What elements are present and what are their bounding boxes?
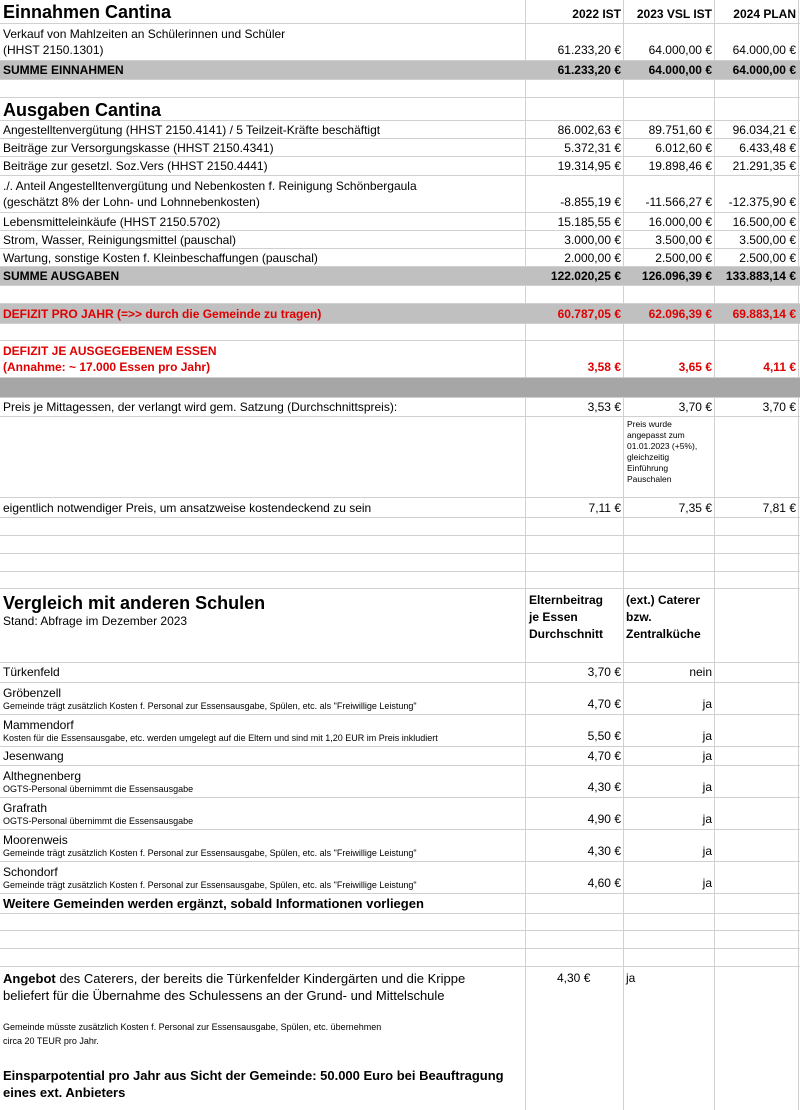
school-row bbox=[0, 715, 800, 747]
needed-2024: 7,81 € bbox=[762, 500, 796, 515]
empty-row bbox=[0, 949, 800, 967]
more-schools-row bbox=[0, 894, 800, 914]
offer-note1: Gemeinde müsste zusätzlich Kosten f. Personal zur Essensausgabe, Spülen, etc. übernehmen bbox=[3, 1022, 382, 1032]
income-row-label-line2: (HHST 2150.1301) bbox=[3, 43, 104, 57]
expense-2024: 21.291,35 € bbox=[732, 159, 796, 173]
school-row bbox=[0, 830, 800, 862]
compare-title: Vergleich mit anderen Schulen bbox=[3, 593, 266, 613]
expense-2023: 6.012,60 € bbox=[655, 140, 712, 155]
expense-2022: 15.185,55 € bbox=[557, 214, 621, 229]
expense-2024: 3.500,00 € bbox=[739, 232, 796, 247]
school-name: Gröbenzell bbox=[3, 686, 62, 700]
school-row bbox=[0, 683, 800, 715]
expense-row bbox=[0, 213, 800, 231]
needed-price-row bbox=[0, 498, 800, 518]
school-price: 4,30 € bbox=[587, 844, 621, 858]
per-meal-2022: 3,58 € bbox=[587, 360, 621, 374]
school-price: 3,70 € bbox=[587, 665, 621, 679]
school-name: Türkenfeld bbox=[3, 665, 60, 679]
empty-row bbox=[0, 536, 800, 554]
expense-row bbox=[0, 157, 800, 176]
expense-2022: 3.000,00 € bbox=[564, 232, 621, 247]
needed-2022: 7,11 € bbox=[588, 500, 621, 515]
sum-expenses-label: SUMME AUSGABEN bbox=[3, 269, 120, 283]
school-caterer: ja bbox=[702, 876, 712, 890]
empty-row bbox=[0, 931, 800, 949]
sum-expenses-2023: 126.096,39 € bbox=[641, 269, 712, 283]
school-name: Jesenwang bbox=[3, 749, 64, 763]
school-caterer: ja bbox=[702, 729, 712, 743]
more-schools-note: Weitere Gemeinden werden ergänzt, sobald Informationen vorliegen bbox=[3, 895, 424, 911]
expense-2024: 16.500,00 € bbox=[732, 214, 796, 229]
school-caterer: ja bbox=[702, 749, 712, 763]
school-cell bbox=[3, 766, 523, 797]
school-caterer: ja bbox=[702, 697, 712, 711]
anteil-2022: -8.855,19 € bbox=[560, 195, 621, 209]
col-header-2023: 2023 VSL IST bbox=[636, 7, 712, 21]
empty-row bbox=[0, 554, 800, 572]
school-caterer: ja bbox=[702, 844, 712, 858]
empty-row bbox=[0, 572, 800, 589]
school-price: 4,70 € bbox=[587, 749, 621, 763]
sum-expenses-2024: 133.883,14 € bbox=[725, 269, 796, 283]
sum-expenses-2022: 122.020,25 € bbox=[550, 269, 621, 283]
school-row bbox=[0, 663, 800, 683]
needed-label: eigentlich notwendiger Preis, um ansatzweise kostendeckend zu sein bbox=[3, 500, 372, 515]
income-2023: 64.000,00 € bbox=[648, 43, 712, 57]
expense-row bbox=[0, 121, 800, 139]
income-row bbox=[0, 24, 800, 61]
sum-income-row bbox=[0, 61, 800, 80]
school-row bbox=[0, 862, 800, 894]
school-price: 4,70 € bbox=[587, 697, 621, 711]
expense-2024: 6.433,48 € bbox=[739, 140, 796, 155]
income-row-label-line1: Verkauf von Mahlzeiten an Schülerinnen und Schüler bbox=[3, 27, 286, 41]
per-meal-label-line1: DEFIZIT JE AUSGEGEBENEM ESSEN bbox=[3, 344, 217, 358]
compare-subtitle: Stand: Abfrage im Dezember 2023 bbox=[3, 614, 188, 628]
price-row bbox=[0, 398, 800, 417]
compare-col-caterer: (ext.) Caterer bzw. Zentralküche bbox=[626, 593, 701, 641]
expense-label: Beiträge zur Versorgungskasse (HHST 2150.4341) bbox=[3, 140, 274, 155]
school-name: Althegnenberg bbox=[3, 769, 82, 783]
empty-row bbox=[0, 286, 800, 304]
header-row bbox=[0, 0, 800, 24]
anteil-2024: -12.375,90 € bbox=[728, 195, 796, 209]
col-header-2024: 2024 PLAN bbox=[733, 7, 796, 21]
anteil-2023: -11.566,27 € bbox=[645, 195, 712, 209]
anteil-label bbox=[3, 176, 523, 212]
deficit-2024: 69.883,14 € bbox=[732, 306, 796, 321]
expense-label: Beiträge zur gesetzl. Soz.Vers (HHST 2150.4441) bbox=[3, 159, 268, 173]
price-2022: 3,53 € bbox=[587, 400, 621, 414]
offer-cell bbox=[3, 967, 523, 1110]
anteil-label-line2: (geschätzt 8% der Lohn- und Lohnnebenkosten) bbox=[3, 195, 260, 209]
school-row bbox=[0, 798, 800, 830]
price-note-row bbox=[0, 417, 800, 498]
anteil-label-line1: ./. Anteil Angestelltenvergütung und Nebenkosten f. Reinigung Schönbergaula bbox=[3, 179, 417, 193]
per-meal-row bbox=[0, 341, 800, 378]
expense-2023: 3.500,00 € bbox=[655, 232, 712, 247]
expense-label: Wartung, sonstige Kosten f. Kleinbeschaffungen (pauschal) bbox=[3, 250, 318, 265]
deficit-row bbox=[0, 304, 800, 324]
school-cell bbox=[3, 683, 523, 714]
school-row bbox=[0, 766, 800, 798]
empty-row bbox=[0, 324, 800, 341]
per-meal-label-line2: (Annahme: ~ 17.000 Essen pro Jahr) bbox=[3, 360, 211, 374]
school-caterer: ja bbox=[702, 812, 712, 826]
sum-income-2023: 64.000,00 € bbox=[648, 63, 712, 77]
expense-label: Lebensmitteleinkäufe (HHST 2150.5702) bbox=[3, 214, 221, 229]
expense-row bbox=[0, 231, 800, 249]
expense-2024: 96.034,21 € bbox=[732, 122, 796, 137]
sum-income-label: SUMME EINNAHMEN bbox=[3, 63, 124, 77]
offer-savings: Einsparpotential pro Jahr aus Sicht der Gemeinde: 50.000 Euro bei Beauftragung eines ext. Anbieters bbox=[3, 1068, 504, 1100]
col-header-2022: 2022 IST bbox=[572, 7, 621, 21]
school-price: 5,50 € bbox=[587, 729, 621, 743]
school-note: Gemeinde trägt zusätzlich Kosten f. Personal zur Essensausgabe, Spülen, etc. als "Freiwillige Leistung" bbox=[3, 880, 417, 890]
expense-2023: 89.751,60 € bbox=[648, 122, 712, 137]
price-2024: 3,70 € bbox=[762, 400, 796, 414]
expense-row bbox=[0, 139, 800, 157]
income-2022: 61.233,20 € bbox=[557, 43, 621, 57]
school-name: Moorenweis bbox=[3, 833, 68, 847]
expense-label: Angestelltenvergütung (HHST 2150.4141) / 5 Teilzeit-Kräfte beschäftigt bbox=[3, 122, 381, 137]
expense-row-anteil bbox=[0, 176, 800, 213]
school-row bbox=[0, 747, 800, 766]
expense-2022: 5.372,31 € bbox=[564, 140, 621, 155]
empty-row bbox=[0, 80, 800, 98]
school-price: 4,90 € bbox=[587, 812, 621, 826]
expense-2023: 2.500,00 € bbox=[655, 250, 712, 265]
school-price: 4,30 € bbox=[587, 780, 621, 794]
empty-row bbox=[0, 914, 800, 931]
per-meal-2023: 3,65 € bbox=[678, 360, 712, 374]
school-note: Gemeinde trägt zusätzlich Kosten f. Personal zur Essensausgabe, Spülen, etc. als "Freiwillige Leistung" bbox=[3, 848, 417, 858]
price-note: Preis wurde angepasst zum 01.01.2023 (+5%), gleichzeitig Einführung Pauschalen bbox=[627, 419, 698, 484]
offer-note2: circa 20 TEUR pro Jahr. bbox=[3, 1036, 99, 1046]
school-note: OGTS-Personal übernimmt die Essensausgabe bbox=[3, 816, 194, 826]
needed-2023: 7,35 € bbox=[678, 500, 712, 515]
deficit-2023: 62.096,39 € bbox=[648, 306, 712, 321]
sum-expenses-row bbox=[0, 267, 800, 286]
expense-2023: 19.898,46 € bbox=[648, 159, 712, 173]
offer-text bbox=[3, 970, 515, 1004]
separator-bar bbox=[0, 378, 800, 398]
school-cell bbox=[3, 830, 523, 861]
compare-heading bbox=[3, 589, 523, 662]
per-meal-2024: 4,11 € bbox=[763, 360, 796, 374]
income-title: Einnahmen Cantina bbox=[3, 1, 172, 22]
empty-row bbox=[0, 518, 800, 536]
school-note: Gemeinde trägt zusätzlich Kosten f. Personal zur Essensausgabe, Spülen, etc. als "Freiwillige Leistung" bbox=[3, 701, 417, 711]
school-caterer: ja bbox=[702, 780, 712, 794]
expense-label: Strom, Wasser, Reinigungsmittel (pauschal) bbox=[3, 232, 236, 247]
school-price: 4,60 € bbox=[587, 876, 621, 890]
sum-income-2024: 64.000,00 € bbox=[732, 63, 796, 77]
sum-income-2022: 61.233,20 € bbox=[557, 63, 621, 77]
expenses-title-row bbox=[0, 98, 800, 121]
expense-2024: 2.500,00 € bbox=[739, 250, 796, 265]
offer-caterer: ja bbox=[626, 971, 636, 985]
expense-2022: 2.000,00 € bbox=[564, 250, 621, 265]
compare-header-row bbox=[0, 589, 800, 663]
school-caterer: nein bbox=[689, 665, 712, 679]
expense-2023: 16.000,00 € bbox=[648, 214, 712, 229]
school-name: Mammendorf bbox=[3, 718, 74, 732]
school-note: OGTS-Personal übernimmt die Essensausgabe bbox=[3, 784, 194, 794]
expense-2022: 19.314,95 € bbox=[557, 159, 621, 173]
expenses-title: Ausgaben Cantina bbox=[3, 100, 162, 120]
school-name: Grafrath bbox=[3, 801, 48, 815]
compare-col-price: Elternbeitrag je Essen Durchschnitt bbox=[529, 593, 604, 641]
offer-body: des Caterers, der bereits die Türkenfelder Kindergärten und die Krippe beliefert für die Übernahme des Schulessens an der Grund- und Mittelschule bbox=[3, 971, 466, 1003]
deficit-2022: 60.787,05 € bbox=[557, 306, 621, 321]
offer-bold: Angebot bbox=[3, 971, 56, 986]
offer-price: 4,30 € bbox=[557, 971, 591, 985]
expense-2022: 86.002,63 € bbox=[557, 122, 621, 137]
school-name: Schondorf bbox=[3, 865, 58, 879]
school-cell bbox=[3, 715, 523, 746]
expense-row bbox=[0, 249, 800, 267]
price-label: Preis je Mittagessen, der verlangt wird gem. Satzung (Durchschnittspreis): bbox=[3, 400, 398, 414]
school-cell bbox=[3, 798, 523, 829]
income-2024: 64.000,00 € bbox=[732, 43, 796, 57]
school-note: Kosten für die Essensausgabe, etc. werden umgelegt auf die Eltern und sind mit 1,20 EUR im Preis inkludiert bbox=[3, 733, 438, 743]
school-cell bbox=[3, 862, 523, 893]
per-meal-label bbox=[3, 341, 523, 377]
price-2023: 3,70 € bbox=[678, 400, 712, 414]
deficit-label: DEFIZIT PRO JAHR (=>> durch die Gemeinde zu tragen) bbox=[3, 306, 322, 321]
income-row-label bbox=[3, 24, 523, 60]
offer-block bbox=[0, 967, 800, 1110]
